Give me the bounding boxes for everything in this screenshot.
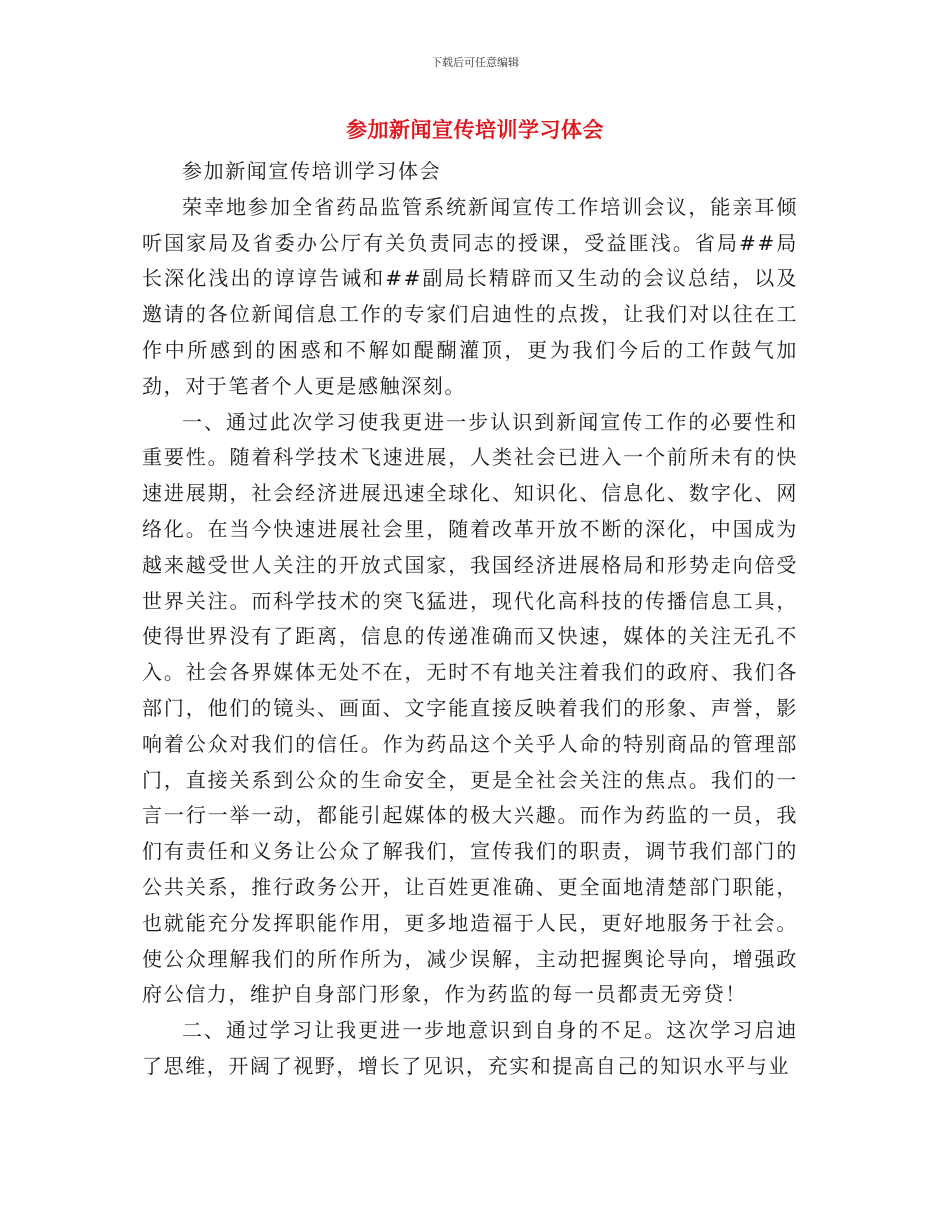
header-note: 下载后可任意编辑	[431, 56, 519, 69]
paragraph-section-two: 二、通过学习让我更进一步地意识到自身的不足。这次学习启迪了思维，开阔了视野，增长了见识，充实和提高自己的知识水平与业	[142, 1018, 798, 1078]
document-body	[142, 154, 798, 1085]
document-title: 参加新闻宣传培训学习体会	[346, 118, 604, 142]
paragraph-intro: 荣幸地参加全省药品监管系统新闻宣传工作培训会议，能亲耳倾听国家局及省委办公厅有关负责同志的授课，受益匪浅。省局##局长深化浅出的谆谆告诫和##副局长精辟而又生动的会议总结，以及邀请的各位新闻信息工作的专家们启迪性的点拨，让我们对以往在工作中所感到的困惑和不解如醍醐灌顶，更为我们今后的工作鼓气加劲，对于笔者个人更是感触深刻。	[142, 194, 798, 398]
paragraph-section-one: 一、通过此次学习使我更进一步认识到新闻宣传工作的必要性和重要性。随着科学技术飞速进展，人类社会已进入一个前所未有的快速进展期，社会经济进展迅速全球化、知识化、信息化、数字化、网络化。在当今快速进展社会里，随着改革开放不断的深化，中国成为越来越受世人关注的开放式国家，我国经济进展格局和形势走向倍受世界关注。而科学技术的突飞猛进，现代化高科技的传播信息工具，使得世界没有了距离，信息的传递准确而又快速，媒体的关注无孔不入。社会各界媒体无处不在，无时不有地关注着我们的政府、我们各部门，他们的镜头、画面、文字能直接反映着我们的形象、声誉，影响着公众对我们的信任。作为药品这个关乎人命的特别商品的管理部门，直接关系到公众的生命安全，更是全社会关注的焦点。我们的一言一行一举一动，都能引起媒体的极大兴趣。而作为药监的一员，我们有责任和义务让公众了解我们，宣传我们的职责，调节我们部门的公共关系，推行政务公开，让百姓更准确、更全面地清楚部门职能，也就能充分发挥职能作用，更多地造福于人民，更好地服务于社会。使公众理解我们的所作所为，减少误解，主动把握舆论导向，增强政府公信力，维护自身部门形象，作为药监的每一员都责无旁贷！	[142, 409, 798, 1007]
paragraph-subtitle: 参加新闻宣传培训学习体会	[182, 159, 442, 183]
